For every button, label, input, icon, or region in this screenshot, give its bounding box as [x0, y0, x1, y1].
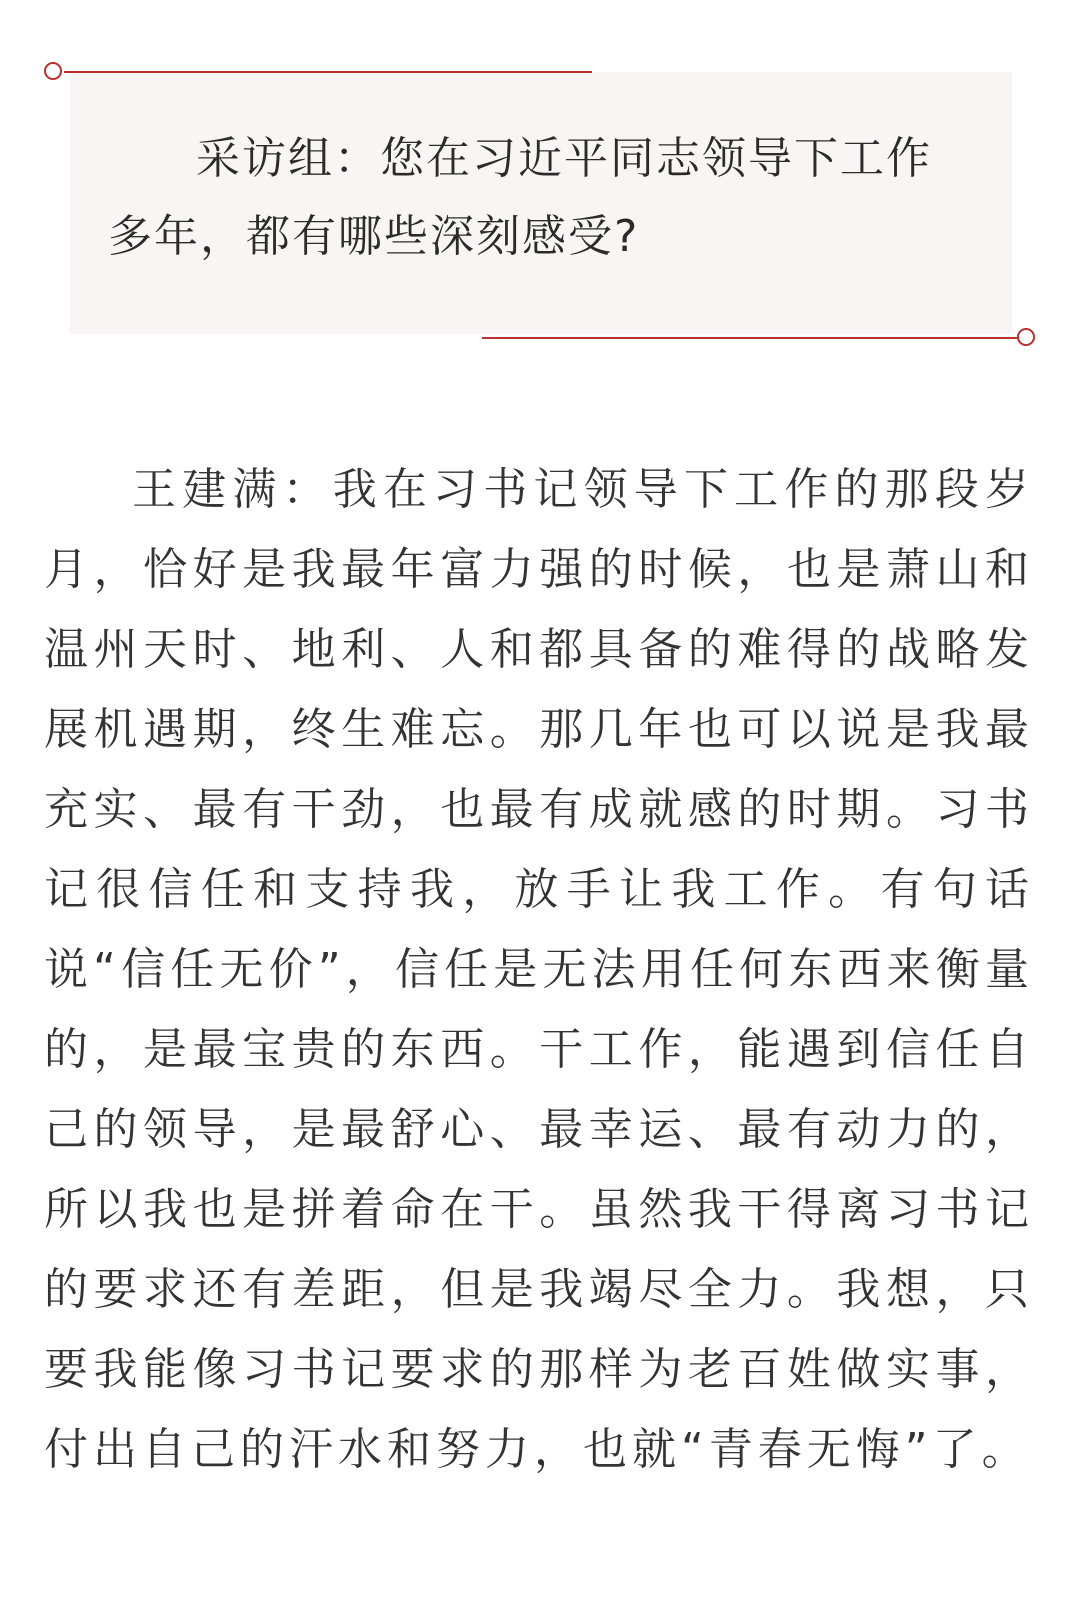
circle-ornament-icon	[44, 62, 62, 80]
top-decorative-rule	[64, 71, 592, 73]
answer-paragraph: 王建满：我在习书记领导下工作的那段岁月，恰好是我最年富力强的时候，也是萧山和温州天时、地利、人和都具备的难得的战略发展机遇期，终生难忘。那几年也可以说是我最充实、最有干劲，也最有成就感的时期。习书记很信任和支持我，放手让我工作。有句话说“信任无价”，信任是无法用任何东西来衡量的，是最宝贵的东西。干工作，能遇到信任自己的领导，是最舒心、最幸运、最有动力的，所以我也是拼着命在干。虽然我干得离习书记的要求还有差距，但是我竭尽全力。我想，只要我能像习书记要求的那样为老百姓做实事，付出自己的汗水和努力，也就“青春无悔”了。	[44, 464, 1034, 1475]
circle-ornament-icon	[1017, 328, 1035, 346]
question-text: 采访组：您在习近平同志领导下工作多年，都有哪些深刻感受?	[108, 133, 932, 262]
bottom-decorative-rule	[482, 337, 1022, 339]
